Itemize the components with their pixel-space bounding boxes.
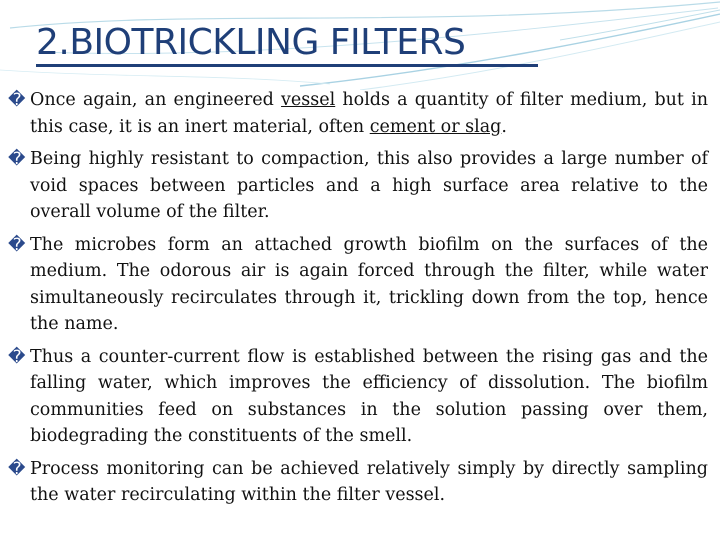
bullet-text: Once again, an engineered — [30, 90, 282, 110]
bullet-marker-icon: � — [8, 458, 26, 479]
bullet-item — [8, 344, 708, 450]
underlined-term: cement or slag — [369, 116, 502, 137]
bullet-list — [8, 87, 708, 515]
slide-title: 2.BIOTRICKLING FILTERS — [36, 22, 466, 63]
bullet-text: Process monitoring can be achieved relatively simply by directly sampling the water recirculating within the filter vessel. — [30, 458, 708, 505]
bullet-marker-icon: � — [8, 90, 26, 110]
bullet-text: . — [501, 116, 507, 137]
bullet-item — [8, 87, 708, 140]
bullet-item — [8, 146, 708, 226]
bullet-item — [8, 456, 708, 509]
bullet-text: The microbes form an attached growth biofilm on the surfaces of the medium. The odorous air is again forced through the filter, while water simultaneously recirculates through it, trickling down from the top, hence the name. — [30, 234, 708, 334]
title-underline — [36, 64, 538, 67]
bullet-text: Thus a counter-current flow is established between the rising gas and the falling water, which improves the efficiency of dissolution. The biofilm communities feed on substances in the solution passing over them, biodegrading the constituents of the smell. — [30, 346, 708, 446]
bullet-marker-icon: � — [8, 149, 26, 169]
bullet-text: holds a quantity of filter medium, but in this case, it is an inert material, often — [30, 90, 708, 137]
bullet-text: Being highly resistant to compaction, this also provides a large number of void spaces between particles and a high surface area relative to the overall volume of the filter. — [30, 149, 708, 222]
bullet-marker-icon: � — [8, 346, 26, 367]
underlined-term: vessel — [281, 90, 336, 110]
bullet-marker-icon: � — [8, 234, 26, 255]
bullet-item — [8, 232, 708, 338]
